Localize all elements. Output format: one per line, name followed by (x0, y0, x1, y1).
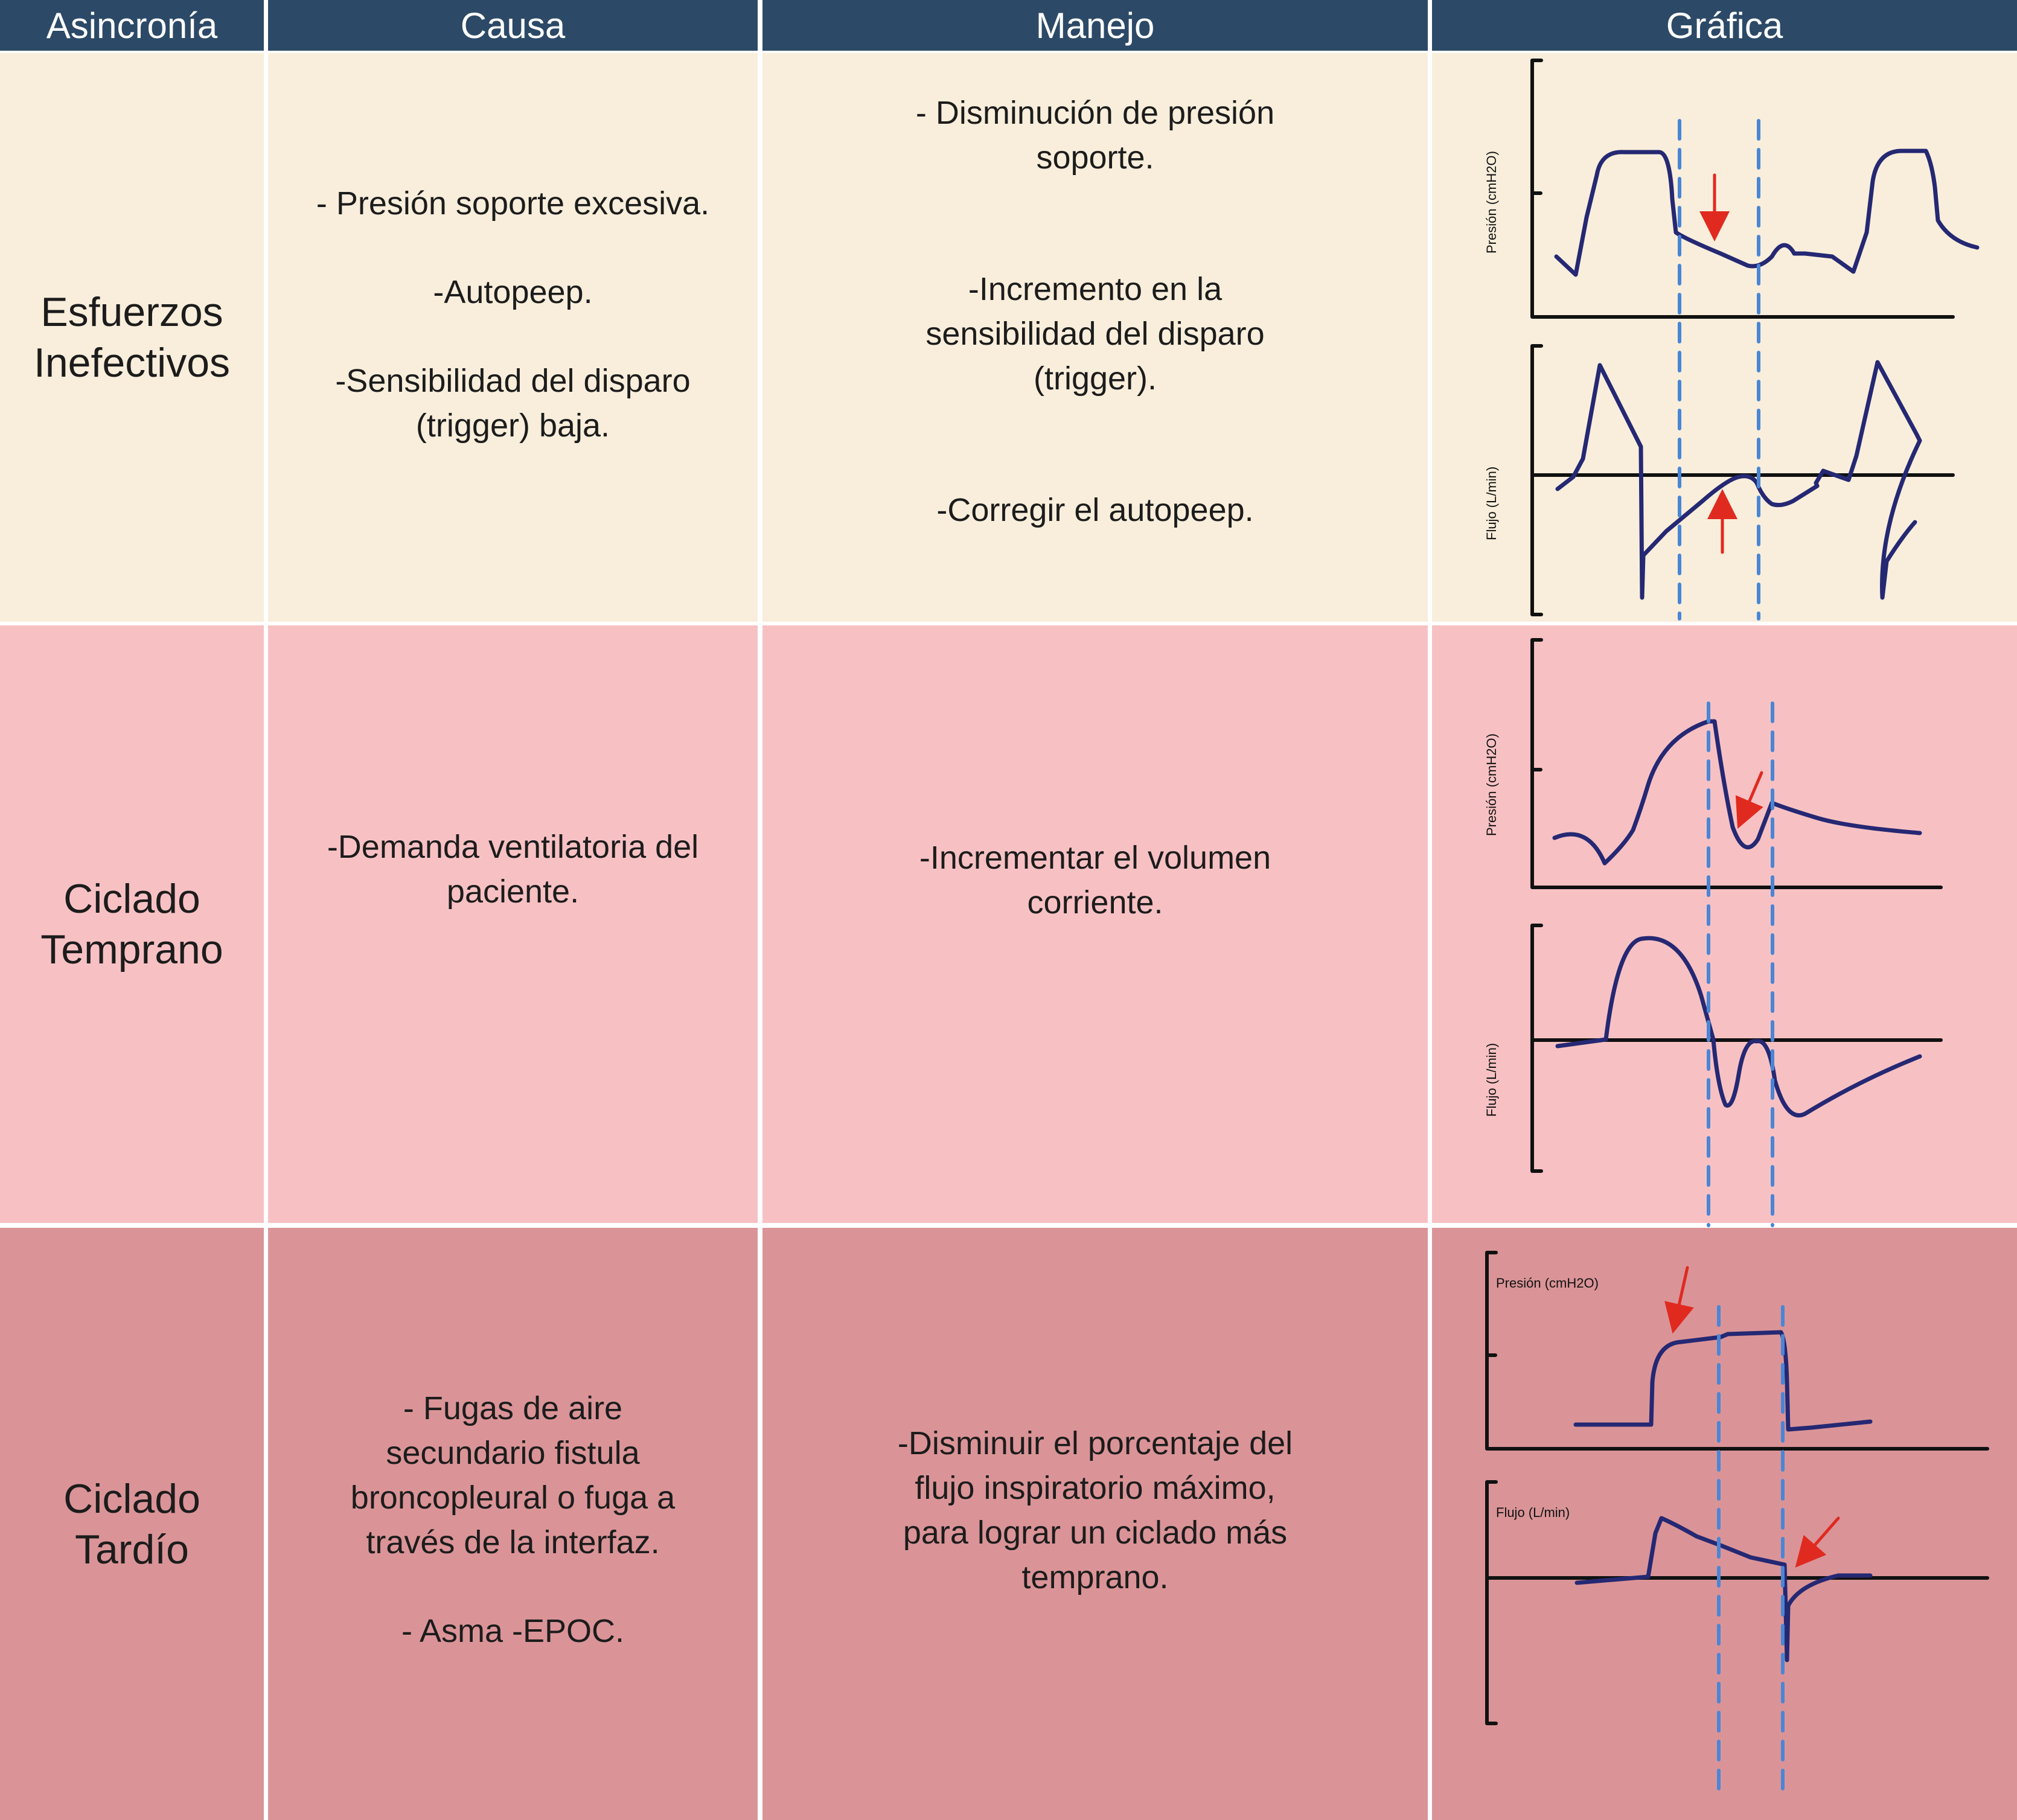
row2-flow-curve (1558, 938, 1920, 1116)
row3-causa-item2: - Asma -EPOC. (401, 1613, 625, 1649)
row3-arrow-pressure (1676, 1268, 1687, 1319)
row2-causa-item1a: -Demanda ventilatoria del (327, 829, 699, 865)
row1-causa-item1: - Presión soporte excesiva. (316, 185, 710, 222)
row3-manejo-item1b: flujo inspiratorio máximo, (915, 1470, 1276, 1506)
row3-arrow-flow (1805, 1518, 1838, 1556)
row3-waveforms (1487, 1253, 1987, 1792)
row3-flow-label: Flujo (L/min) (1496, 1505, 1570, 1520)
row1-manejo-item1b: soporte. (1036, 139, 1154, 176)
row1-asincronia-line1: Esfuerzos (40, 289, 223, 335)
row2-waveforms (1484, 640, 1941, 1225)
row3-asincronia-line2: Tardío (75, 1526, 189, 1573)
row1-pressure-curve (1556, 151, 1977, 275)
row2-manejo-item1a: -Incrementar el volumen (919, 840, 1271, 876)
row3-causa-item1c: broncopleural o fuga a (350, 1480, 676, 1516)
header-asincronia: Asincronía (0, 0, 264, 51)
row2-pressure-axis (1532, 640, 1941, 887)
row1-flow-label: Flujo (L/min) (1484, 466, 1499, 540)
row2-manejo-item1b: corriente. (1027, 884, 1163, 921)
header-causa: Causa (268, 0, 758, 51)
header-grafica: Gráfica (1432, 0, 2017, 51)
header-manejo: Manejo (762, 0, 1428, 51)
row3-pressure-curve (1576, 1332, 1870, 1429)
row3-causa-item1a: - Fugas de aire (403, 1390, 623, 1426)
row2-flow-axis (1532, 925, 1941, 1171)
row3-flow-curve (1577, 1518, 1870, 1660)
row1-manejo-item3: -Corregir el autopeep. (936, 492, 1254, 528)
row3-manejo-item1c: para lograr un ciclado más (903, 1515, 1288, 1551)
row1-pressure-label: Presión (cmH2O) (1484, 151, 1499, 254)
row2-flow-label: Flujo (L/min) (1484, 1043, 1499, 1117)
row1-manejo-item2b: sensibilidad del disparo (925, 316, 1265, 352)
row1-manejo-item1a: - Disminución de presión (915, 95, 1275, 131)
row3-causa-item1b: secundario fistula (386, 1435, 640, 1471)
row3-causa-item1d: través de la interfaz. (366, 1524, 660, 1560)
row1-waveforms (1484, 60, 1977, 619)
row2-pressure-label: Presión (cmH2O) (1484, 733, 1499, 836)
row1-flow-curve (1558, 362, 1920, 598)
row3-manejo-item1a: -Disminuir el porcentaje del (897, 1425, 1293, 1461)
row2-asincronia-line2: Temprano (40, 927, 223, 972)
row3-asincronia-line1: Ciclado (63, 1475, 200, 1522)
row1-manejo-item2a: -Incremento en la (968, 271, 1223, 307)
row2-arrow (1744, 773, 1762, 815)
row1-causa-item3b: (trigger) baja. (415, 407, 610, 444)
row2-causa-item1b: paciente. (446, 873, 580, 910)
row1-causa-item2: -Autopeep. (433, 274, 593, 310)
row2-pressure-curve (1555, 721, 1920, 863)
row2-asincronia-line1: Ciclado (63, 876, 200, 922)
row1-asincronia-line2: Inefectivos (33, 340, 231, 386)
row3-pressure-label: Presión (cmH2O) (1496, 1276, 1599, 1291)
row3-manejo-item1d: temprano. (1021, 1559, 1169, 1595)
row1-manejo-item2c: (trigger). (1033, 360, 1157, 397)
row1-causa-item3a: -Sensibilidad del disparo (335, 363, 691, 399)
